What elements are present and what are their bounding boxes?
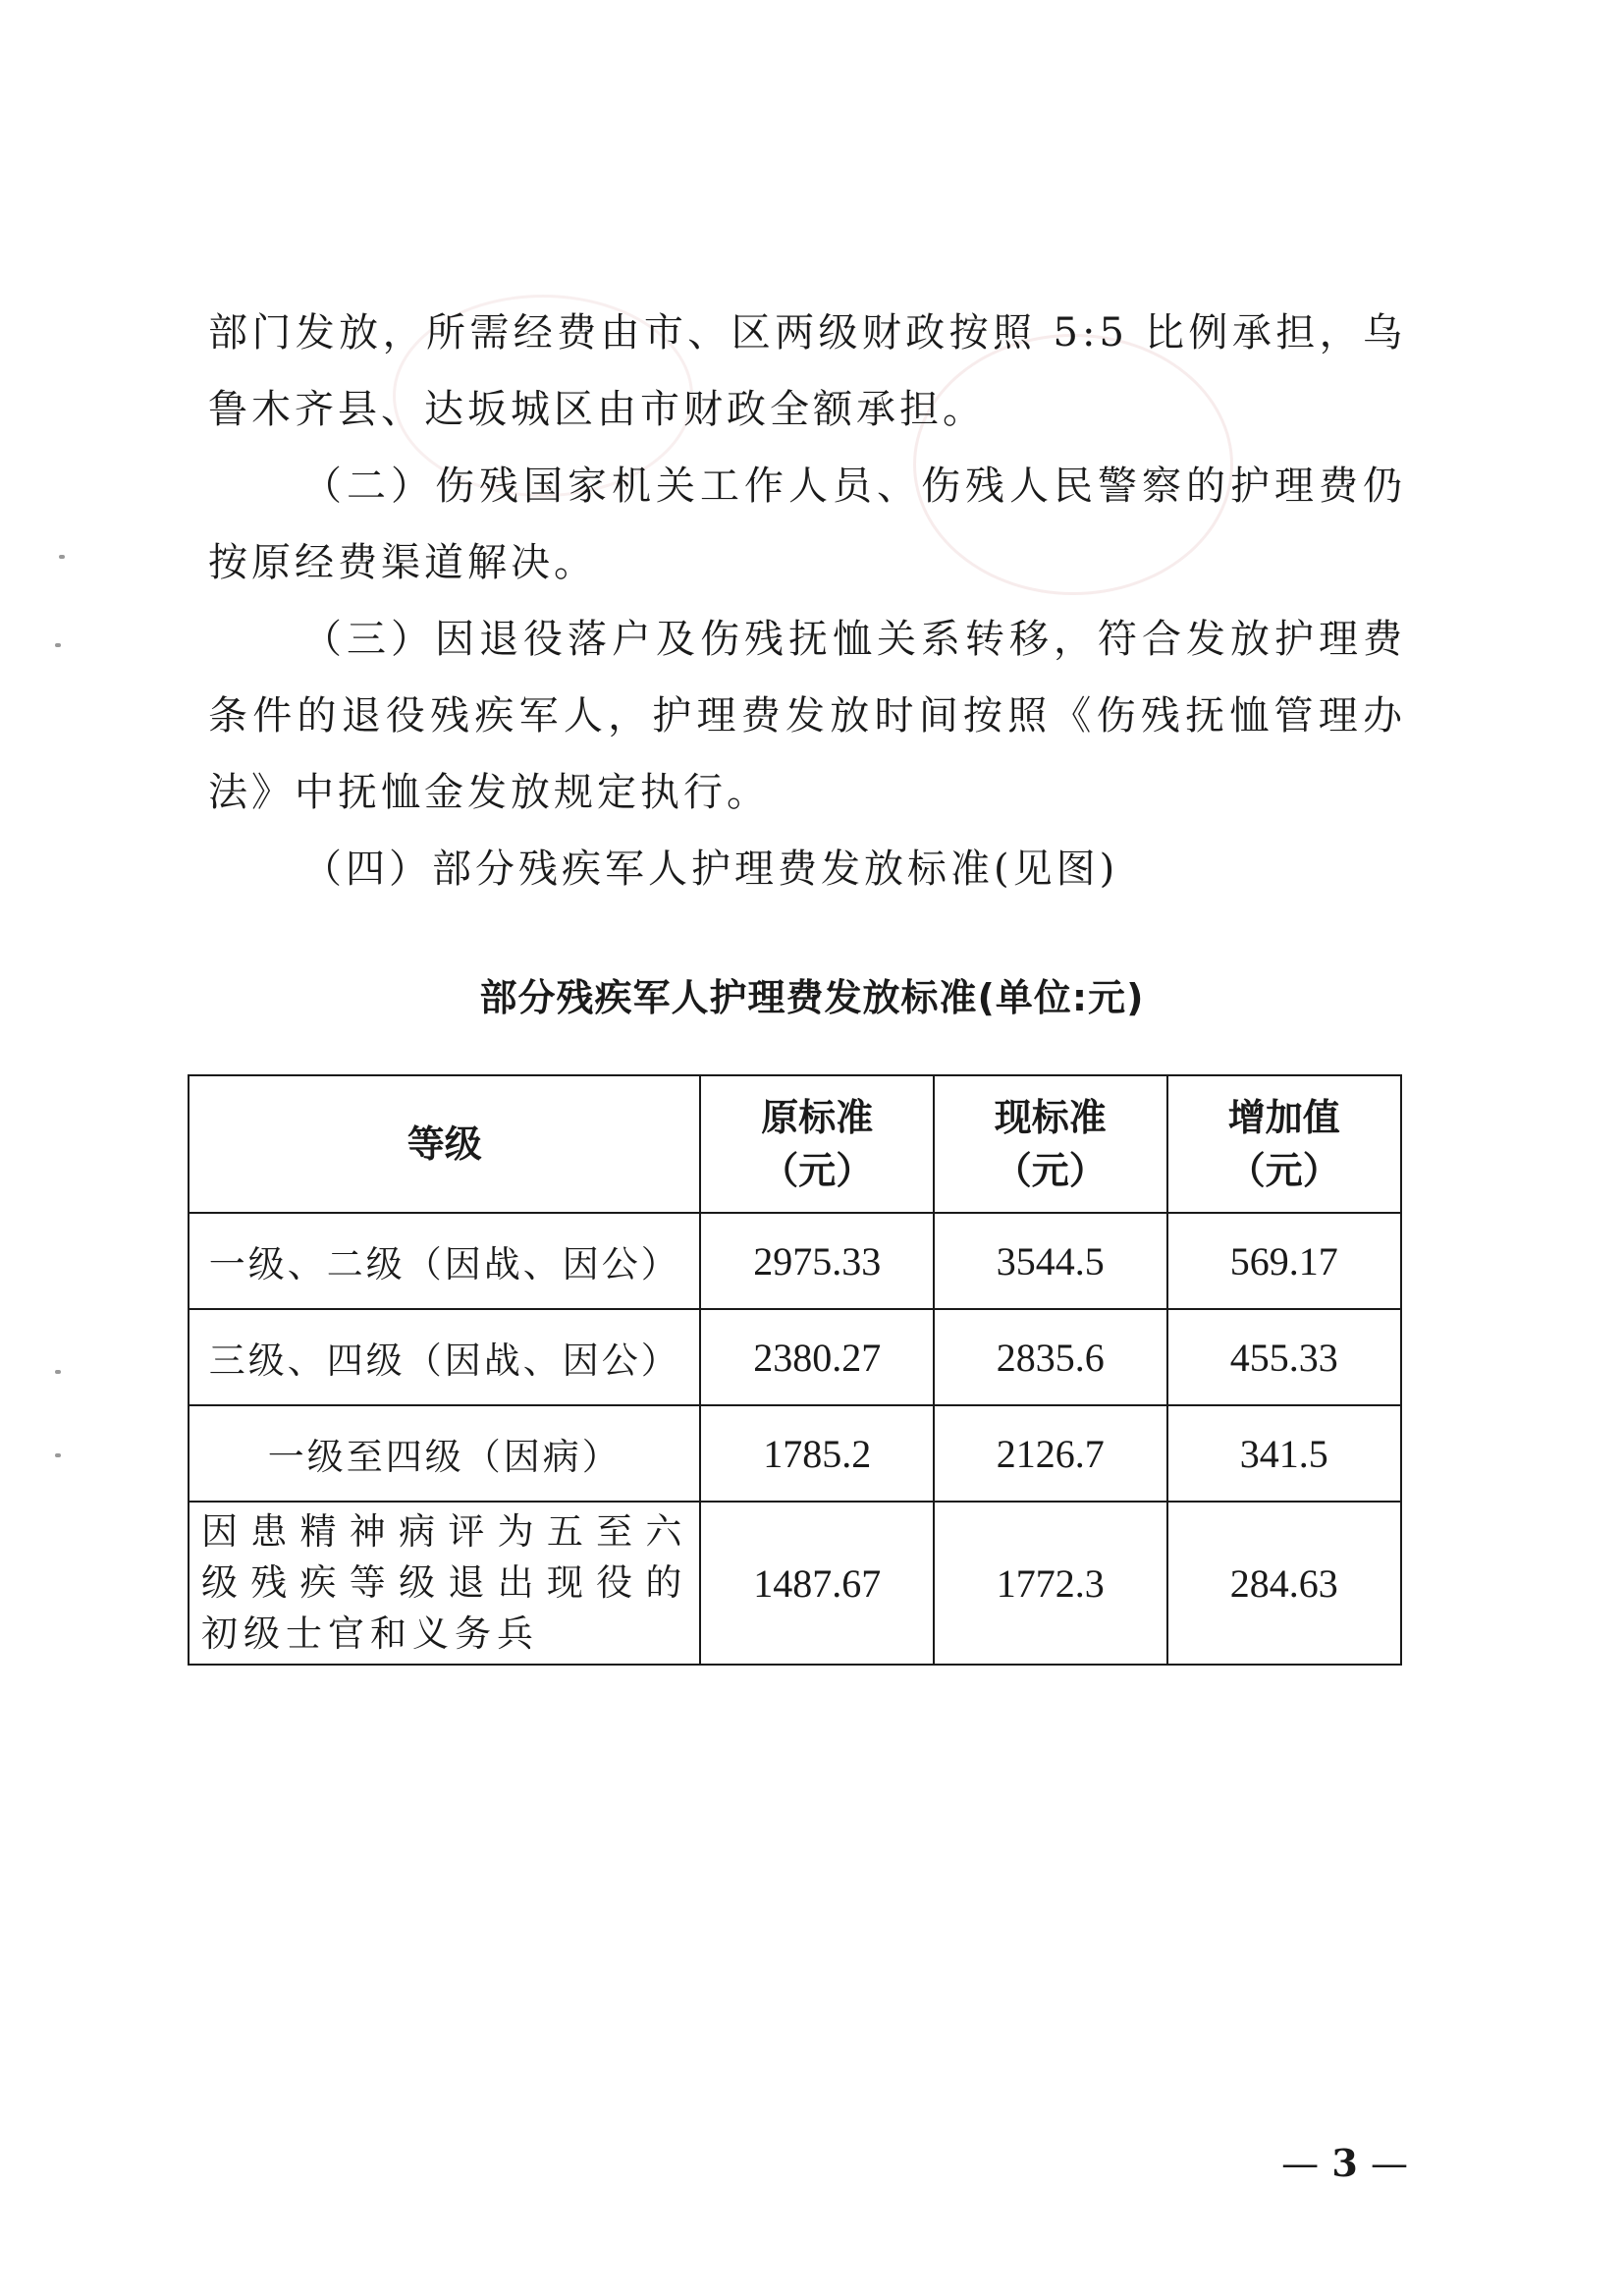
cell-grade: 三级、四级（因战、因公） [189, 1309, 700, 1405]
nursing-fee-table [188, 1074, 1402, 1666]
page-number: — 3 — [1281, 2141, 1408, 2185]
header-increase: 增加值 （元） [1167, 1075, 1401, 1213]
scan-speck [55, 643, 61, 647]
scan-speck [55, 1370, 61, 1374]
cell-grade: 一级、二级（因战、因公） [189, 1213, 700, 1309]
cell-current: 2835.6 [934, 1309, 1166, 1405]
table-row [189, 1213, 1401, 1309]
cell-grade: 一级至四级（因病） [189, 1405, 700, 1502]
cell-current: 1772.3 [934, 1502, 1166, 1665]
table-row [189, 1502, 1401, 1665]
table-row [189, 1405, 1401, 1502]
paragraph-item-3: （三）因退役落户及伤残抚恤关系转移，符合发放护理费条件的退役残疾军人，护理费发放时间按照《伤残抚恤管理办法》中抚恤金发放规定执行。 [208, 617, 1406, 815]
paragraph-item-2: （二）伤残国家机关工作人员、伤残人民警察的护理费仍按原经费渠道解决。 [208, 464, 1406, 585]
table-header-row [189, 1075, 1401, 1213]
header-original-standard: 原标准 （元） [700, 1075, 934, 1213]
cell-original: 2380.27 [700, 1309, 934, 1405]
table-title: 部分残疾军人护理费发放标准(单位:元) [479, 976, 1145, 1019]
cell-current: 2126.7 [934, 1405, 1166, 1502]
table-row [189, 1309, 1401, 1405]
scan-speck [55, 1453, 61, 1457]
header-grade: 等级 [189, 1075, 700, 1213]
cell-increase: 455.33 [1167, 1309, 1401, 1405]
cell-original: 1785.2 [700, 1405, 934, 1502]
cell-original: 2975.33 [700, 1213, 934, 1309]
cell-grade: 因患精神病评为五至六 级残疾等级退出现役的 初级士官和义务兵 [189, 1502, 700, 1665]
header-current-standard: 现标准 （元） [934, 1075, 1166, 1213]
paragraph-continuation: 部门发放，所需经费由市、区两级财政按照 5:5 比例承担，乌鲁木齐县、达坂城区由市财政全额承担。 [208, 310, 1406, 432]
scan-speck [59, 555, 65, 559]
cell-increase: 284.63 [1167, 1502, 1401, 1665]
cell-original: 1487.67 [700, 1502, 934, 1665]
cell-increase: 341.5 [1167, 1405, 1401, 1502]
cell-current: 3544.5 [934, 1213, 1166, 1309]
paragraph-item-4: （四）部分残疾军人护理费发放标准(见图) [302, 847, 1119, 892]
body-text [208, 295, 1406, 907]
cell-increase: 569.17 [1167, 1213, 1401, 1309]
